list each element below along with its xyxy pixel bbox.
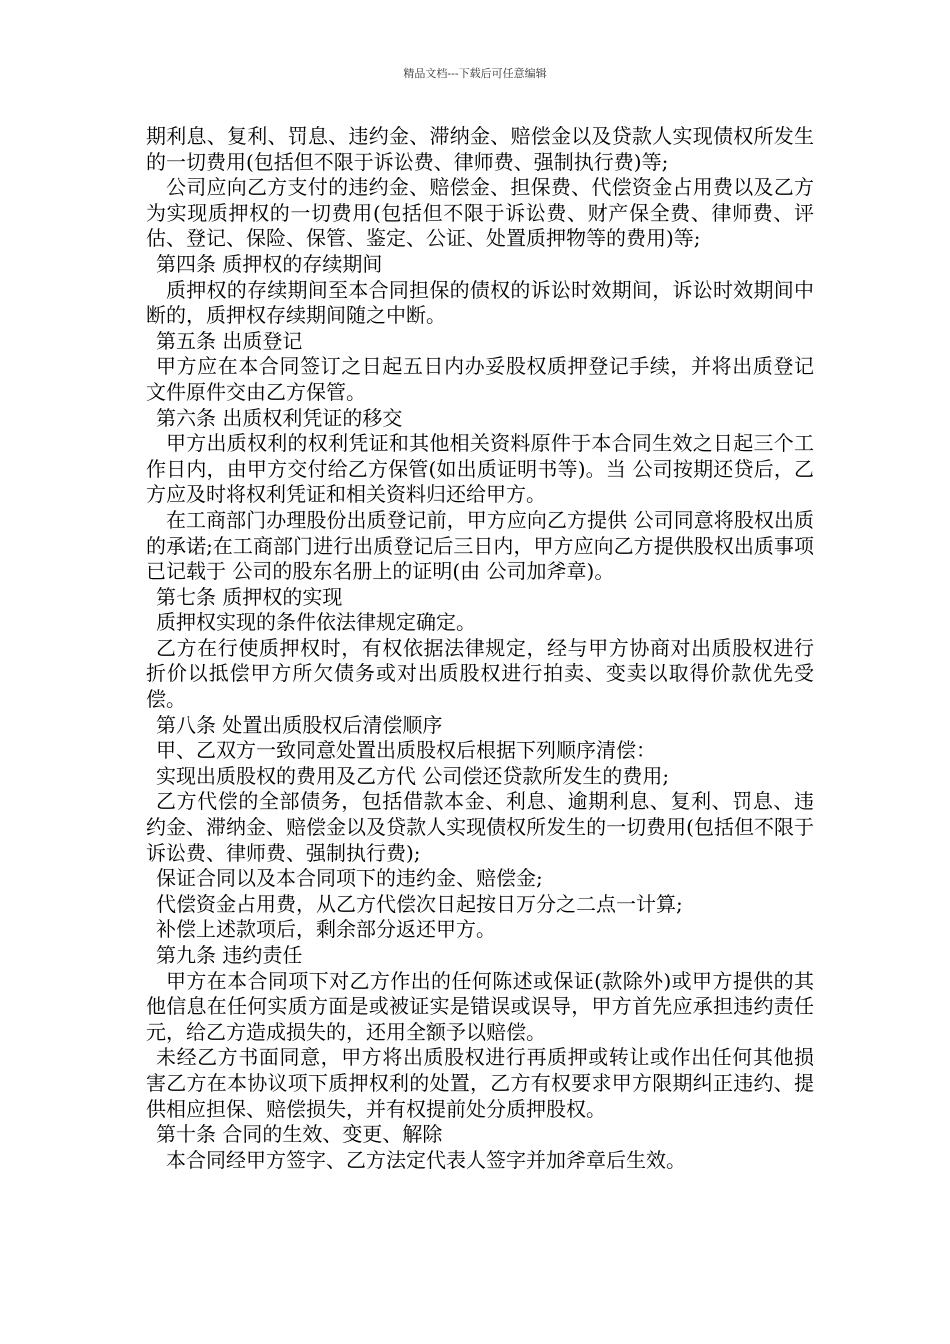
body-paragraph: 本合同经甲方签字、乙方法定代表人签字并加斧章后生效。	[166, 1147, 686, 1172]
article-heading: 第五条 出质登记	[156, 328, 303, 353]
body-paragraph: 甲方出质权利的权利凭证和其他相关资料原件于本合同生效之日起三个工作日内，由甲方交付给乙方保管(如出质证明书等)。当 公司按期还贷后，乙方应及时将权利凭证和相关资料归还给甲方。	[146, 431, 814, 507]
body-paragraph: 未经乙方书面同意，甲方将出质股权进行再质押或转让或作出任何其他损害乙方在本协议项下质押权利的处置，乙方有权要求甲方限期纠正违约、提供相应担保、赔偿损失，并有权提前处分质押股权。	[146, 1045, 814, 1121]
body-paragraph: 质押权实现的条件依法律规定确定。	[156, 610, 476, 635]
article-heading: 第六条 出质权利凭证的移交	[156, 405, 403, 430]
body-paragraph: 甲方应在本合同签订之日起五日内办妥股权质押登记手续，并将出质登记文件原件交由乙方保管。	[146, 354, 814, 404]
body-paragraph: 代偿资金占用费，从乙方代偿次日起按日万分之二点一计算;	[156, 891, 683, 916]
article-heading: 第八条 处置出质股权后清偿顺序	[156, 712, 443, 737]
article-heading: 第七条 质押权的实现	[156, 584, 343, 609]
article-heading: 第十条 合同的生效、变更、解除	[156, 1122, 443, 1147]
body-paragraph: 实现出质股权的费用及乙方代 公司偿还贷款所发生的费用;	[156, 763, 670, 788]
document-body	[146, 124, 814, 1173]
article-heading: 第九条 违约责任	[156, 943, 303, 967]
body-paragraph: 甲、乙双方一致同意处置出质股权后根据下列顺序清偿：	[156, 738, 656, 763]
body-paragraph: 保证合同以及本合同项下的违约金、赔偿金;	[156, 866, 543, 891]
body-paragraph: 期利息、复利、罚息、违约金、滞纳金、赔偿金以及贷款人实现债权所发生的一切费用(包括但不限于诉讼费、律师费、强制执行费)等;	[146, 124, 814, 174]
body-paragraph: 在工商部门办理股份出质登记前，甲方应向乙方提供 公司同意将股权出质的承诺;在工商部门进行出质登记后三日内，甲方应向乙方提供股权出质事项已记载于 公司的股东名册上的证明(由 公司加斧章)。	[146, 507, 814, 584]
body-paragraph: 补偿上述款项后，剩余部分返还甲方。	[156, 917, 496, 942]
body-paragraph: 甲方在本合同项下对乙方作出的任何陈述或保证(款除外)或甲方提供的其他信息在任何实质方面是或被证实是错误或误导，甲方首先应承担违约责任 元，给乙方造成损失的，还用全额予以赔偿。	[146, 968, 814, 1044]
article-heading: 第四条 质押权的存续期间	[156, 251, 383, 276]
body-paragraph: 乙方代偿的全部债务，包括借款本金、利息、逾期利息、复利、罚息、违约金、滞纳金、赔偿金以及贷款人实现债权所发生的一切费用(包括但不限于诉讼费、律师费、强制执行费);	[146, 789, 814, 865]
running-header: 精品文档---下载后可任意编辑	[403, 67, 547, 80]
body-paragraph: 乙方在行使质押权时，有权依据法律规定，经与甲方协商对出质股权进行折价以抵偿甲方所欠债务或对出质股权进行拍卖、变卖以取得价款优先受偿。	[146, 635, 814, 712]
body-paragraph: 质押权的存续期间至本合同担保的债权的诉讼时效期间，诉讼时效期间中断的，质押权存续期间随之中断。	[146, 277, 814, 328]
body-paragraph: 公司应向乙方支付的违约金、赔偿金、担保费、代偿资金占用费以及乙方为实现质押权的一切费用(包括但不限于诉讼费、财产保全费、律师费、评估、登记、保险、保管、鉴定、公证、处置质押物等的费用)等;	[146, 175, 814, 251]
